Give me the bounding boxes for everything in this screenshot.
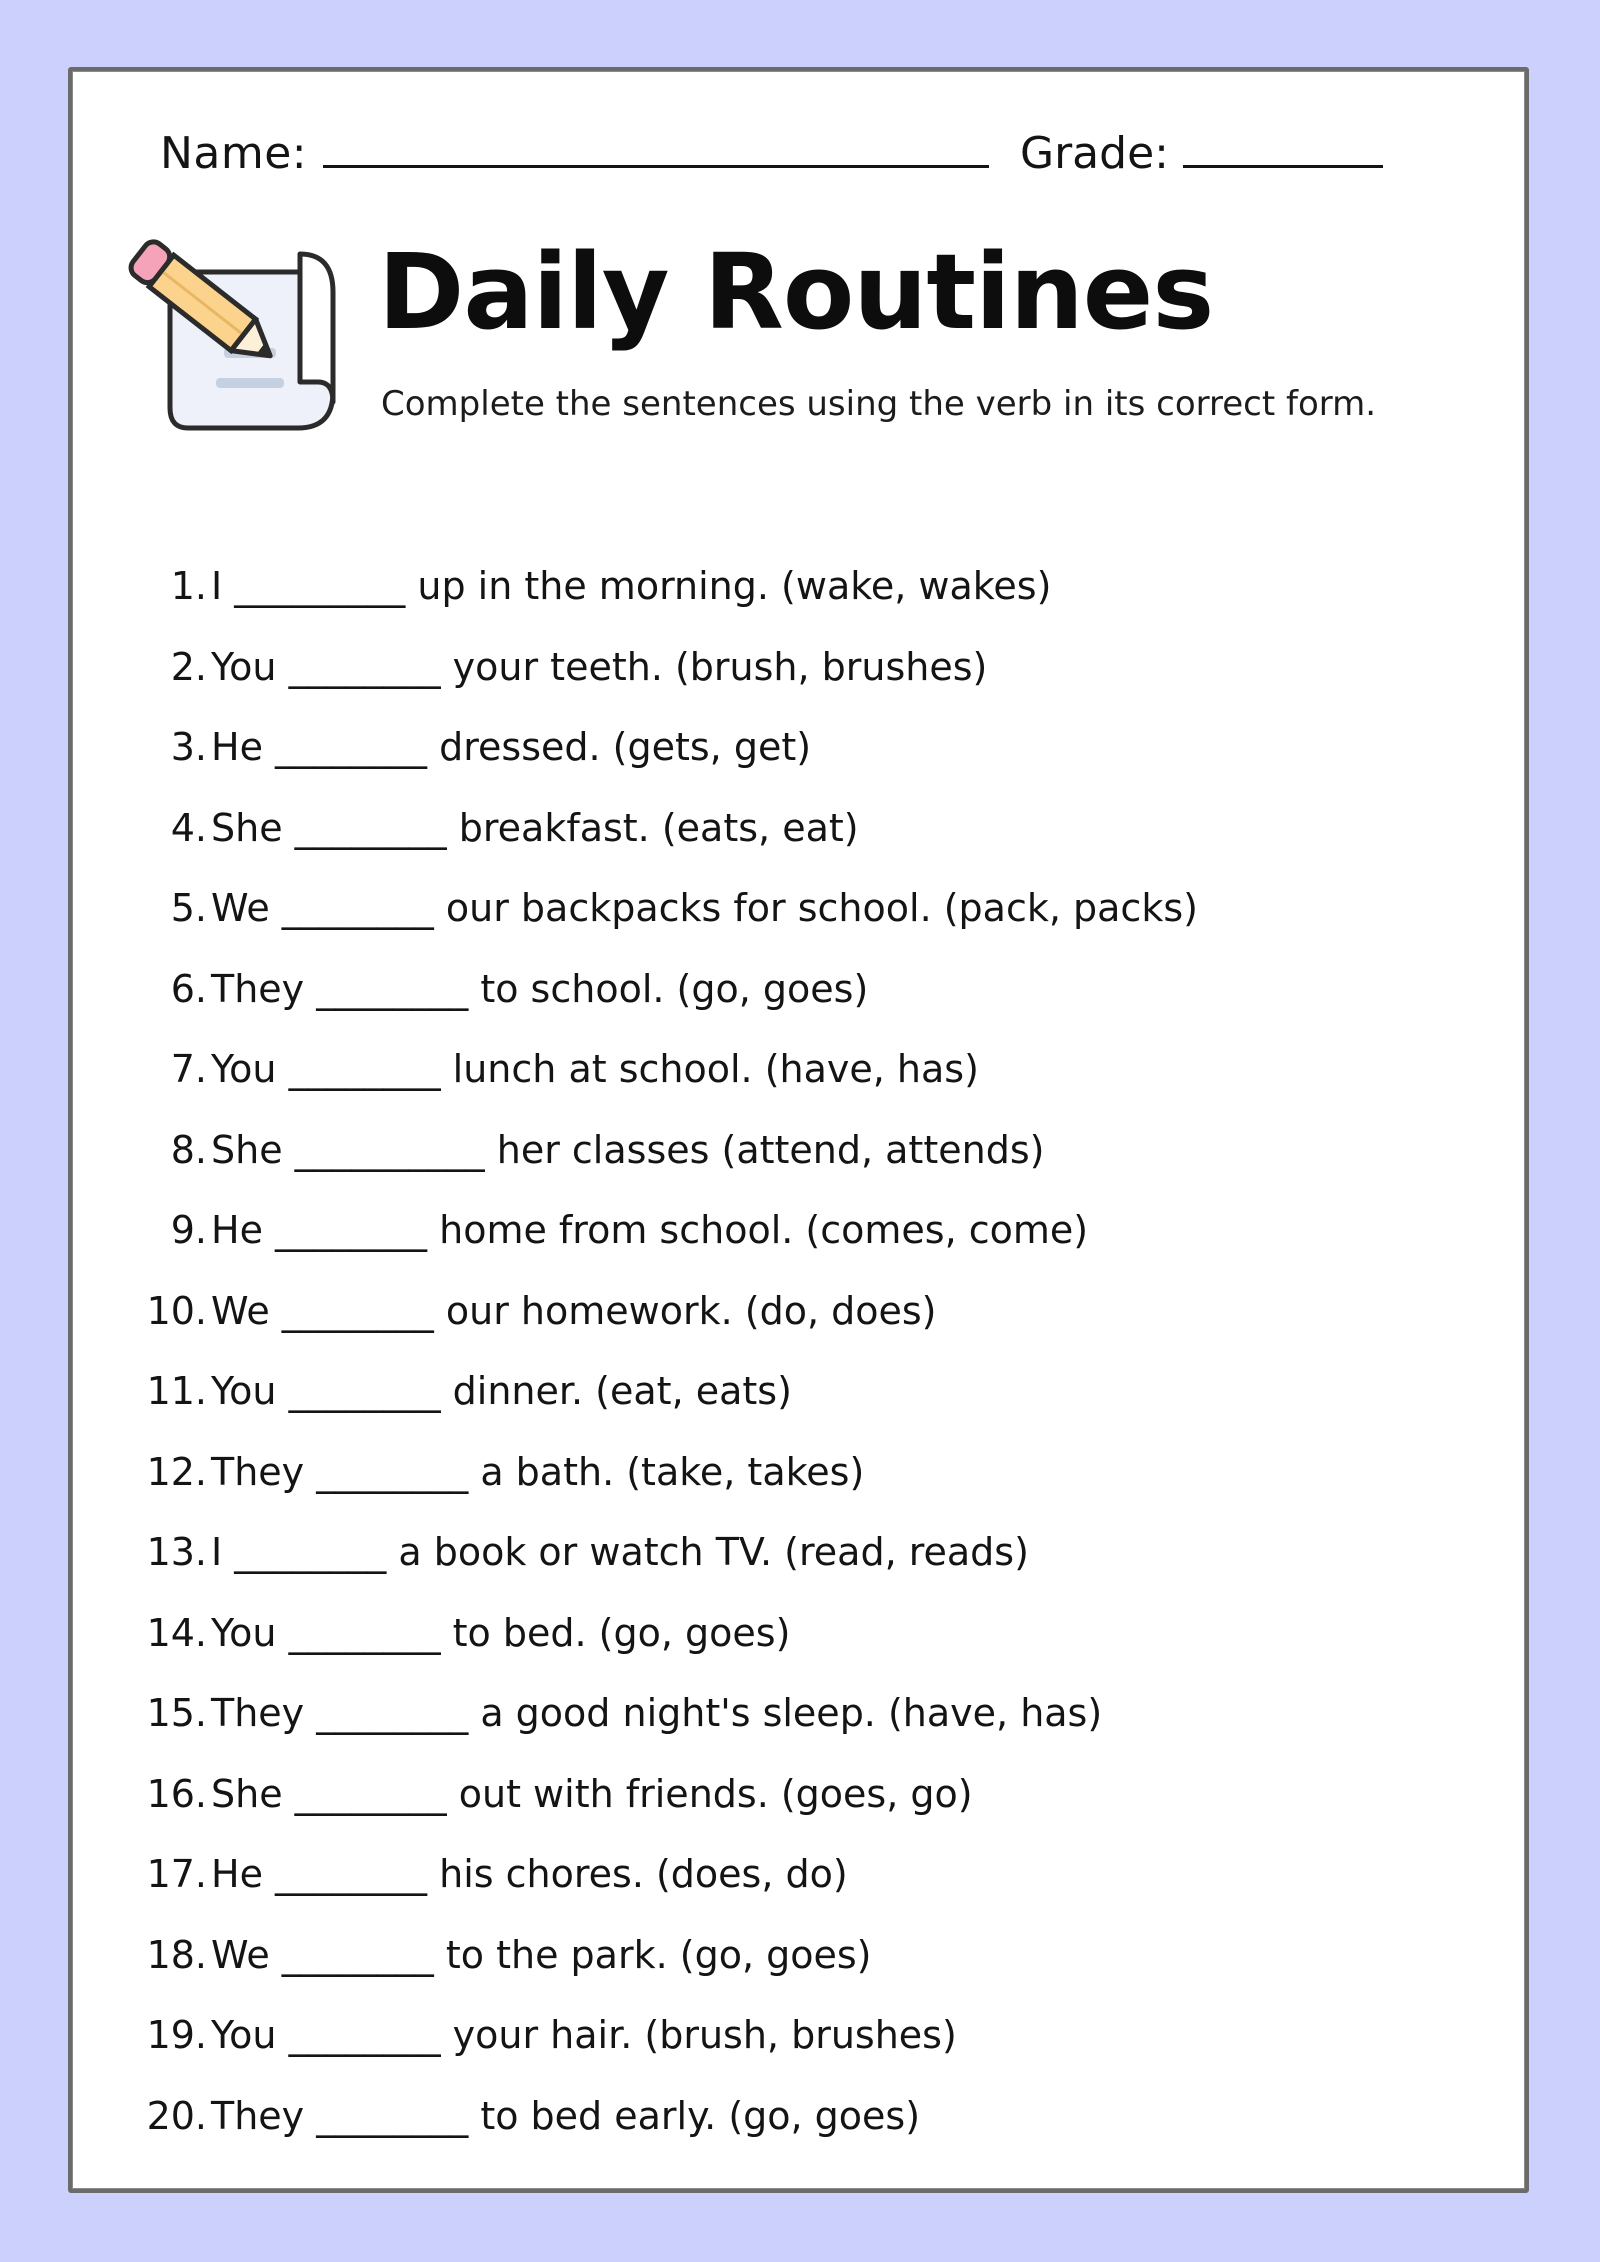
item-number: 16. (146, 1771, 207, 1816)
item-sentence: We ________ our backpacks for school. (pack, packs) (211, 886, 1198, 930)
item-number: 3. (170, 725, 207, 769)
item-number: 4. (170, 805, 207, 850)
exercise-item (130, 1844, 1198, 1925)
item-number: 14. (146, 1610, 207, 1655)
item-number: 5. (170, 886, 207, 930)
item-number: 20. (146, 2093, 207, 2138)
exercise-item (130, 1522, 1198, 1603)
exercise-item (130, 1200, 1198, 1281)
item-sentence: He ________ home from school. (comes, come) (211, 1208, 1089, 1252)
item-number: 12. (146, 1449, 207, 1494)
exercise-item (130, 556, 1198, 637)
item-number: 2. (170, 644, 207, 689)
item-sentence: You ________ your hair. (brush, brushes) (211, 2013, 957, 2057)
item-sentence: He ________ dressed. (gets, get) (211, 725, 812, 769)
item-sentence: She ________ breakfast. (eats, eat) (211, 805, 859, 850)
item-sentence: You ________ your teeth. (brush, brushes) (211, 644, 988, 689)
item-number: 11. (146, 1369, 207, 1413)
item-sentence: They ________ a good night's sleep. (have, has) (211, 1691, 1103, 1735)
item-sentence: You ________ lunch at school. (have, has) (211, 1047, 979, 1091)
pencil-scroll-icon (128, 232, 348, 442)
item-sentence: You ________ to bed. (go, goes) (211, 1610, 791, 1655)
item-sentence: You ________ dinner. (eat, eats) (211, 1369, 792, 1413)
name-blank[interactable] (323, 129, 989, 168)
item-sentence: He ________ his chores. (does, do) (211, 1852, 848, 1896)
exercise-item (130, 637, 1198, 718)
item-sentence: We ________ our homework. (do, does) (211, 1288, 937, 1333)
item-sentence: She __________ her classes (attend, attends) (211, 1127, 1045, 1172)
exercise-item (130, 1039, 1198, 1120)
item-number: 18. (146, 1932, 207, 1977)
item-number: 6. (170, 966, 207, 1011)
name-field[interactable] (160, 128, 989, 179)
item-number: 17. (146, 1852, 207, 1896)
exercise-item (130, 959, 1198, 1040)
item-number: 8. (170, 1127, 207, 1172)
exercise-item (130, 1442, 1198, 1523)
exercise-item (130, 1281, 1198, 1362)
item-number: 7. (170, 1047, 207, 1091)
exercise-item (130, 2086, 1198, 2167)
exercise-item (130, 1361, 1198, 1442)
exercise-item (130, 1925, 1198, 2006)
grade-field[interactable] (1020, 128, 1383, 179)
exercise-item (130, 798, 1198, 879)
item-sentence: I ________ a book or watch TV. (read, reads) (211, 1530, 1029, 1574)
item-sentence: They ________ to school. (go, goes) (211, 966, 869, 1011)
exercise-list (130, 556, 1198, 2166)
exercise-item (130, 878, 1198, 959)
grade-blank[interactable] (1183, 129, 1383, 168)
item-sentence: We ________ to the park. (go, goes) (211, 1932, 872, 1977)
item-number: 19. (146, 2013, 207, 2057)
exercise-item (130, 1764, 1198, 1845)
exercise-item (130, 1603, 1198, 1684)
item-number: 13. (146, 1530, 207, 1574)
worksheet-title: Daily Routines (378, 231, 1214, 353)
name-label: Name: (160, 128, 308, 179)
item-sentence: She ________ out with friends. (goes, go) (211, 1771, 973, 1816)
item-sentence: They ________ to bed early. (go, goes) (211, 2093, 921, 2138)
grade-label: Grade: (1020, 128, 1169, 179)
item-number: 1. (170, 564, 207, 608)
exercise-item (130, 2005, 1198, 2086)
item-sentence: I _________ up in the morning. (wake, wakes) (211, 564, 1052, 608)
instructions-text: Complete the sentences using the verb in its correct form. (381, 384, 1377, 424)
item-number: 9. (170, 1208, 207, 1252)
item-number: 10. (146, 1288, 207, 1333)
exercise-item (130, 1120, 1198, 1201)
exercise-item (130, 1683, 1198, 1764)
item-number: 15. (146, 1691, 207, 1735)
item-sentence: They ________ a bath. (take, takes) (211, 1449, 865, 1494)
exercise-item (130, 717, 1198, 798)
